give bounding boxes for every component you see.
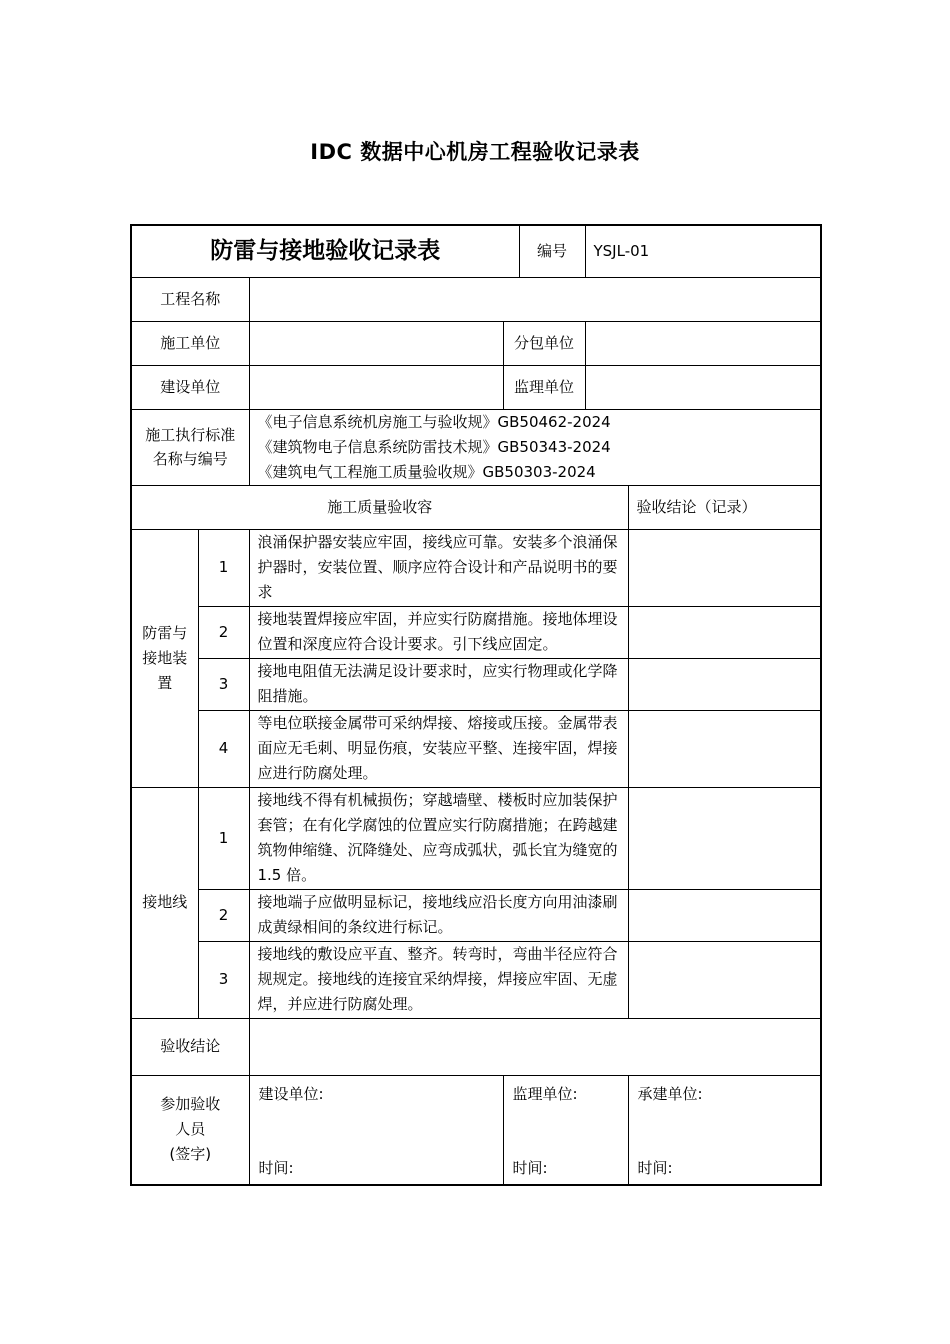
standard-item: 《建筑物电子信息系统防雷技术规》GB50343-2024 [257, 437, 611, 456]
subcontract-unit-label: 分包单位 [503, 321, 585, 365]
item-number: 4 [198, 710, 249, 787]
quality-header: 施工质量验收容 [131, 485, 628, 529]
signature-time-label: 时间: [512, 1158, 548, 1177]
acceptance-conclusion-label: 验收结论 [131, 1018, 249, 1075]
item-conclusion-field[interactable] [628, 889, 821, 941]
item-text: 接地装置焊接应牢固，并应实行防腐措施。接地体埋设位置和深度应符合设计要求。引下线应固定。 [249, 606, 628, 658]
participants-label-line: (签字) [169, 1145, 212, 1164]
item-text: 接地线的敷设应平直、整齐。转弯时，弯曲半径应符合规规定。接地线的连接宜采纳焊接，焊接应牢固、无虚焊，并应进行防腐处理。 [249, 941, 628, 1018]
standard-item: 《建筑电气工程施工质量验收规》GB50303-2024 [257, 462, 596, 481]
item-number: 2 [198, 606, 249, 658]
document-title: IDC 数据中心机房工程验收记录表 [310, 140, 640, 164]
item-number: 2 [198, 889, 249, 941]
item-number: 3 [198, 658, 249, 710]
number-label: 编号 [519, 225, 585, 277]
subcontract-unit-field[interactable] [585, 321, 821, 365]
item-text: 等电位联接金属带可采纳焊接、熔接或压接。金属带表面应无毛刺、明显伤痕，安装应平整、连接牢固，焊接应进行防腐处理。 [249, 710, 628, 787]
participants-label-line: 人员 [175, 1120, 206, 1139]
form-title: 防雷与接地验收记录表 [131, 225, 519, 277]
item-number: 3 [198, 941, 249, 1018]
item-conclusion-field[interactable] [628, 941, 821, 1018]
group-name: 防雷与接地装置 [131, 529, 198, 787]
construction-unit-label: 施工单位 [131, 321, 249, 365]
item-text: 接地线不得有机械损伤；穿越墙壁、楼板时应加装保护套管；在有化学腐蚀的位置应实行防腐措施；在跨越建筑物伸缩缝、沉降缝处、应弯成弧状，弧长宜为缝宽的 1.5 倍。 [249, 787, 628, 889]
signature-unit-label: 监理单位: [512, 1084, 578, 1103]
signature-time-label: 时间: [637, 1158, 673, 1177]
standards-list [249, 409, 821, 485]
item-conclusion-field[interactable] [628, 787, 821, 889]
owner-unit-field[interactable] [249, 365, 503, 409]
signature-supervision[interactable] [503, 1075, 628, 1185]
signature-contractor[interactable] [628, 1075, 821, 1185]
item-text: 接地电阻值无法满足设计要求时，应实行物理或化学降阻措施。 [249, 658, 628, 710]
standards-label: 施工执行标准名称与编号 [131, 409, 249, 485]
item-text: 接地端子应做明显标记，接地线应沿长度方向用油漆刷成黄绿相间的条纹进行标记。 [249, 889, 628, 941]
participants-label-line: 参加验收 [160, 1095, 221, 1114]
construction-unit-field[interactable] [249, 321, 503, 365]
supervision-unit-field[interactable] [585, 365, 821, 409]
item-conclusion-field[interactable] [628, 606, 821, 658]
item-number: 1 [198, 529, 249, 606]
signature-unit-label: 建设单位: [258, 1084, 324, 1103]
item-number: 1 [198, 787, 249, 889]
signature-owner[interactable] [249, 1075, 503, 1185]
conclusion-header: 验收结论（记录） [628, 485, 821, 529]
participants-label [131, 1075, 249, 1185]
project-name-field[interactable] [249, 277, 821, 321]
item-text: 浪涌保护器安装应牢固，接线应可靠。安装多个浪涌保护器时，安装位置、顺序应符合设计和产品说明书的要求 [249, 529, 628, 606]
item-conclusion-field[interactable] [628, 529, 821, 606]
project-name-label: 工程名称 [131, 277, 249, 321]
supervision-unit-label: 监理单位 [503, 365, 585, 409]
item-conclusion-field[interactable] [628, 658, 821, 710]
owner-unit-label: 建设单位 [131, 365, 249, 409]
acceptance-conclusion-field[interactable] [249, 1018, 821, 1075]
item-conclusion-field[interactable] [628, 710, 821, 787]
number-value[interactable]: YSJL-01 [585, 225, 821, 277]
acceptance-record-table [130, 224, 822, 1186]
group-name: 接地线 [131, 787, 198, 1018]
signature-unit-label: 承建单位: [637, 1084, 703, 1103]
standard-item: 《电子信息系统机房施工与验收规》GB50462-2024 [257, 412, 611, 431]
signature-time-label: 时间: [258, 1158, 294, 1177]
